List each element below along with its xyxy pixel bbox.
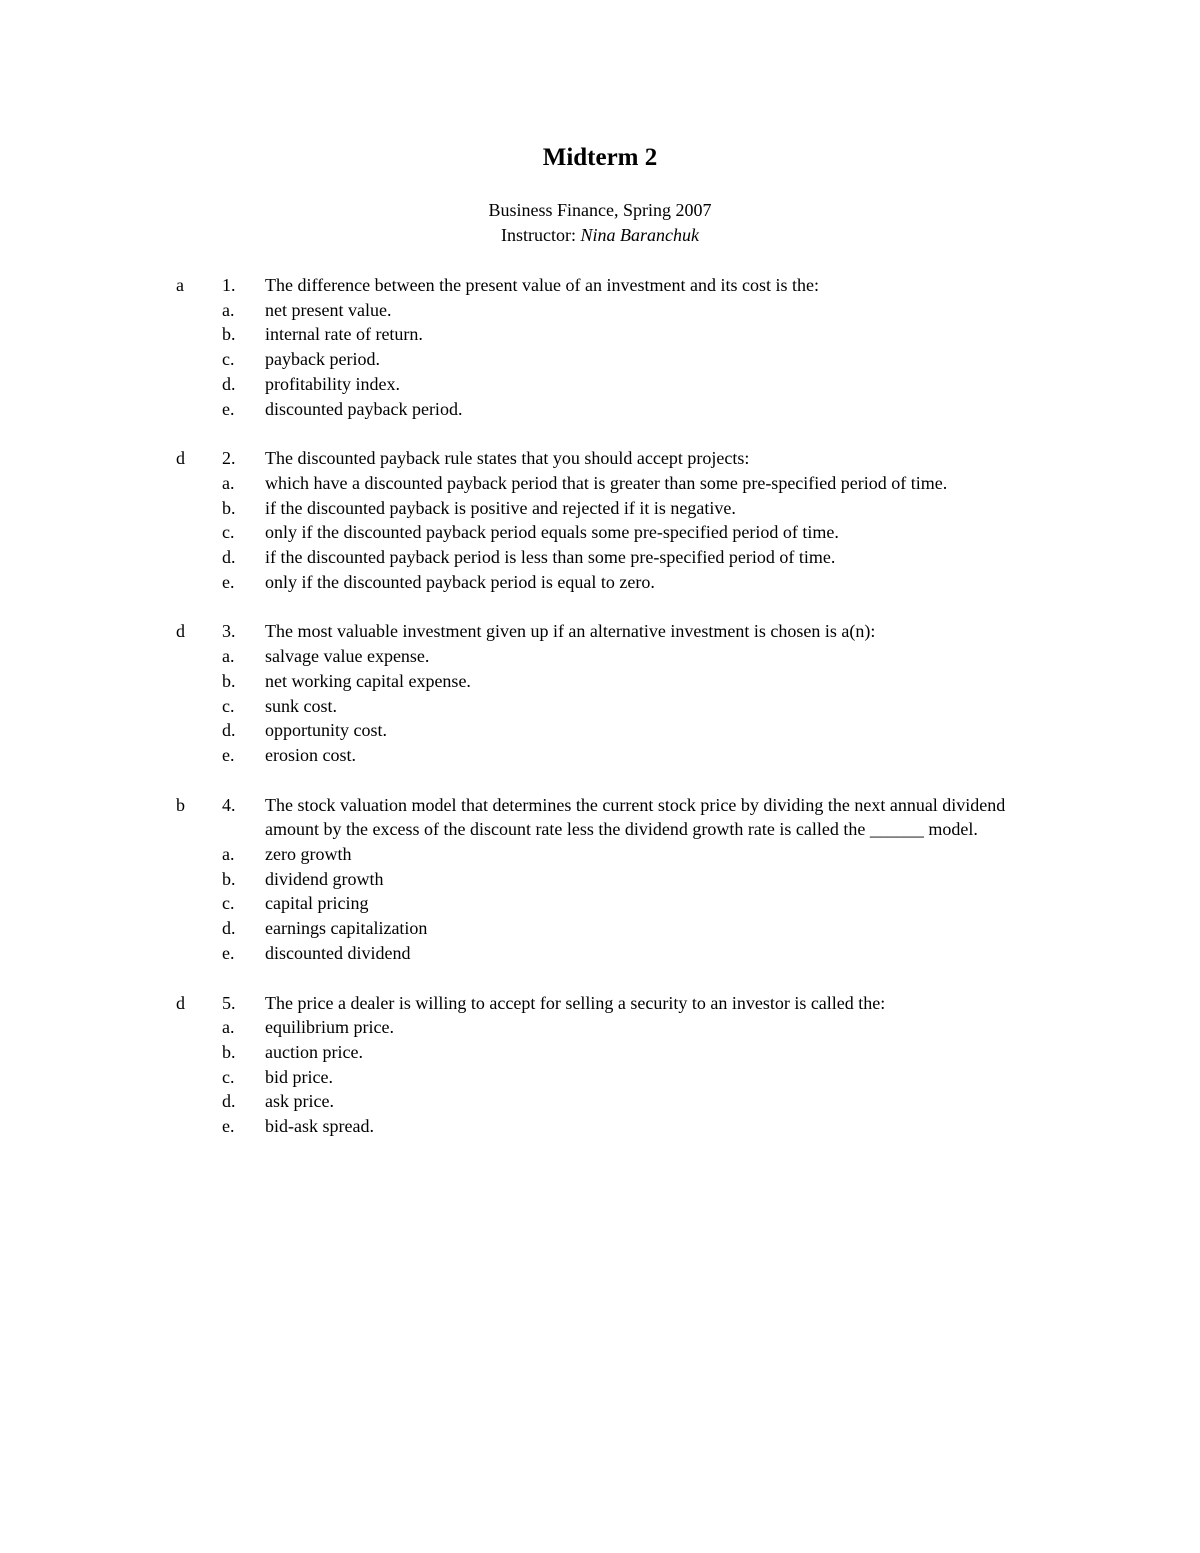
question-number: 3. (222, 621, 236, 642)
option-text: ask price. (265, 1091, 334, 1112)
course-subtitle: Business Finance, Spring 2007 (488, 200, 712, 220)
option-text: discounted dividend (265, 942, 411, 963)
page-title: Midterm 2 (542, 144, 658, 171)
question-list (0, 273, 1200, 1164)
question-stem: The difference between the present value of an investment and its cost is the: (265, 275, 819, 295)
option-text: internal rate of return. (265, 324, 423, 345)
option-row (0, 347, 1200, 372)
option-letter: e. (222, 744, 235, 765)
option-letter: d. (222, 720, 236, 741)
question-stem: The price a dealer is willing to accept for selling a security to an investor is called the: (265, 992, 886, 1013)
question-4 (0, 793, 1200, 966)
instructor-label: Instructor: (501, 225, 581, 245)
answer-key: d (176, 992, 185, 1013)
instructor-line (0, 223, 1200, 248)
question-stem-row (0, 619, 1200, 644)
option-row (0, 1040, 1200, 1065)
option-letter: d. (222, 1091, 236, 1112)
option-row (0, 718, 1200, 743)
option-text: profitability index. (265, 373, 400, 394)
question-stem-row (0, 273, 1200, 298)
option-row (0, 1089, 1200, 1114)
option-letter: c. (222, 1066, 235, 1087)
option-letter: d. (222, 373, 236, 394)
option-letter: a. (222, 646, 235, 667)
option-letter: e. (222, 942, 235, 963)
option-text: only if the discounted payback period is equal to zero. (265, 571, 655, 592)
option-letter: b. (222, 324, 236, 345)
option-text: if the discounted payback period is less than some pre-specified period of time. (265, 547, 836, 568)
option-text: only if the discounted payback period equals some pre-specified period of time. (265, 522, 839, 543)
option-text: bid-ask spread. (265, 1116, 374, 1137)
option-letter: d. (222, 918, 236, 939)
option-letter: d. (222, 547, 236, 568)
option-text: zero growth (265, 844, 352, 865)
option-letter: c. (222, 349, 235, 370)
question-stem: The most valuable investment given up if an alternative investment is chosen is a(n): (265, 621, 876, 642)
answer-key: d (176, 448, 185, 469)
option-text: erosion cost. (265, 744, 356, 765)
option-row (0, 743, 1200, 768)
answer-key: b (176, 794, 185, 815)
question-stem: The discounted payback rule states that you should accept projects: (265, 448, 750, 469)
option-letter: b. (222, 670, 236, 691)
question-2 (0, 446, 1200, 594)
option-row (0, 1114, 1200, 1139)
option-row (0, 891, 1200, 916)
answer-key: d (176, 621, 185, 642)
question-number: 5. (222, 992, 236, 1013)
option-row (0, 570, 1200, 595)
question-stem-row (0, 991, 1200, 1016)
option-letter: e. (222, 571, 235, 592)
question-stem-row (0, 446, 1200, 471)
option-text: bid price. (265, 1066, 333, 1087)
question-1 (0, 273, 1200, 421)
question-number: 1. (222, 275, 236, 295)
option-row (0, 867, 1200, 892)
option-row (0, 669, 1200, 694)
question-number: 4. (222, 794, 236, 815)
option-text: discounted payback period. (265, 398, 463, 419)
option-letter: a. (222, 844, 235, 865)
option-row (0, 397, 1200, 422)
option-letter: a. (222, 472, 235, 493)
option-row (0, 496, 1200, 521)
option-letter: c. (222, 522, 235, 543)
option-text: equilibrium price. (265, 1017, 394, 1038)
option-text: which have a discounted payback period that is greater than some pre-specified period of time. (265, 472, 948, 493)
question-stem-row (0, 793, 1200, 842)
option-letter: c. (222, 695, 235, 716)
option-text: auction price. (265, 1041, 363, 1062)
question-3 (0, 619, 1200, 767)
option-text: opportunity cost. (265, 720, 387, 741)
option-text: salvage value expense. (265, 646, 430, 667)
option-row (0, 941, 1200, 966)
option-row (0, 520, 1200, 545)
option-text: earnings capitalization (265, 918, 428, 939)
option-row (0, 322, 1200, 347)
answer-key: a (176, 275, 184, 295)
option-row (0, 694, 1200, 719)
option-letter: b. (222, 1041, 236, 1062)
option-letter: c. (222, 893, 235, 914)
option-row (0, 1015, 1200, 1040)
option-row (0, 298, 1200, 323)
option-row (0, 471, 1200, 496)
option-text: payback period. (265, 349, 380, 370)
option-letter: e. (222, 398, 235, 419)
option-letter: e. (222, 1116, 235, 1137)
option-row (0, 1065, 1200, 1090)
option-text: capital pricing (265, 893, 369, 914)
option-row (0, 644, 1200, 669)
option-row (0, 545, 1200, 570)
question-stem: The stock valuation model that determines the current stock price by dividing the next annual dividend amount by the excess of the discount rate less the dividend growth rate is called the ______ model. (265, 794, 1006, 840)
option-letter: a. (222, 299, 235, 320)
option-text: net working capital expense. (265, 670, 471, 691)
option-row (0, 372, 1200, 397)
option-text: if the discounted payback is positive and rejected if it is negative. (265, 497, 736, 518)
option-row (0, 916, 1200, 941)
instructor-name: Nina Baranchuk (580, 225, 699, 245)
option-letter: a. (222, 1017, 235, 1038)
option-text: dividend growth (265, 868, 384, 889)
option-row (0, 842, 1200, 867)
question-5 (0, 991, 1200, 1139)
question-number: 2. (222, 448, 236, 469)
option-letter: b. (222, 868, 236, 889)
option-letter: b. (222, 497, 236, 518)
option-text: net present value. (265, 299, 392, 320)
option-text: sunk cost. (265, 695, 337, 716)
